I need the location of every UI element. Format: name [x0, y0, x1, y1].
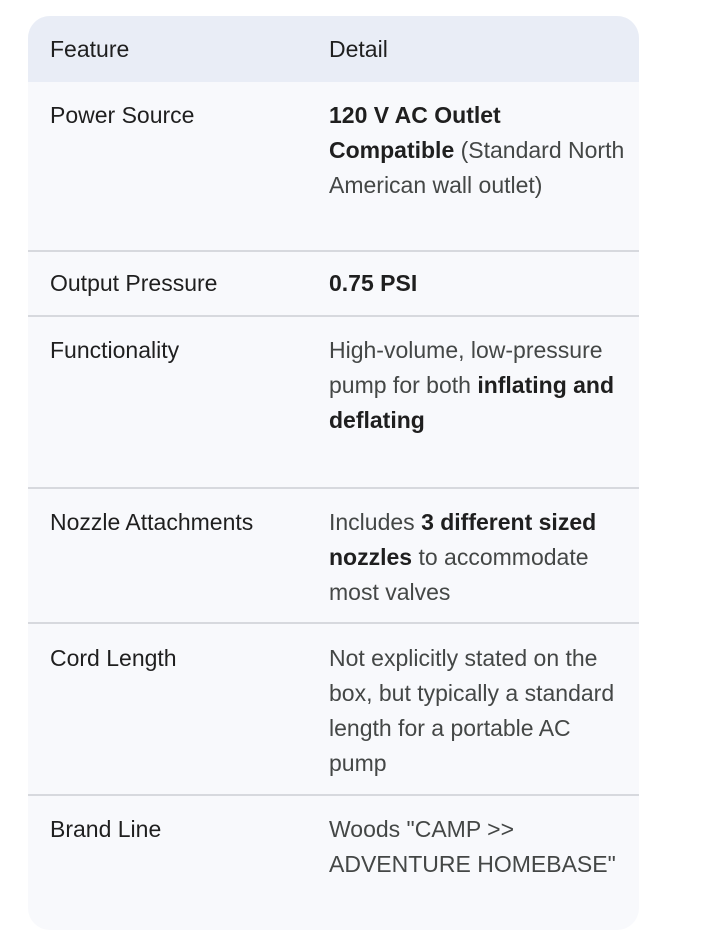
feature-cell: Power Source — [50, 102, 195, 128]
detail-text: Includes — [329, 509, 422, 535]
header-detail: Detail — [329, 35, 388, 62]
feature-cell: Cord Length — [50, 645, 177, 671]
detail-cell — [307, 812, 639, 882]
feature-cell: Brand Line — [50, 816, 162, 842]
table-row — [28, 252, 639, 317]
table-row — [28, 317, 639, 489]
table-row — [28, 489, 639, 624]
detail-text: to accommodate most valves — [329, 544, 589, 605]
table-row — [28, 82, 639, 252]
header-feature: Feature — [50, 35, 130, 62]
feature-cell: Nozzle Attachments — [50, 509, 254, 535]
detail-text-bold: 0.75 PSI — [329, 270, 418, 296]
detail-text-bold: 120 V AC Outlet Compatible — [329, 102, 501, 163]
detail-cell — [307, 505, 639, 610]
detail-cell — [307, 266, 639, 301]
detail-text-bold: 3 different sized nozzles — [329, 509, 597, 570]
detail-text-bold: inflating and deflating — [329, 372, 615, 433]
feature-table — [28, 16, 639, 930]
table-header-row — [28, 16, 639, 82]
detail-text: Woods "CAMP >> ADVENTURE HOMEBASE" — [329, 816, 616, 877]
detail-text: High-volume, low-pressure pump for both — [329, 337, 603, 398]
detail-cell — [307, 98, 639, 203]
detail-text: Not explicitly stated on the box, but typically a standard length for a portable AC pump — [329, 645, 615, 776]
table-row — [28, 796, 639, 930]
feature-cell: Functionality — [50, 337, 180, 363]
feature-cell: Output Pressure — [50, 270, 218, 296]
table-row — [28, 624, 639, 796]
detail-text: (Standard North American wall outlet) — [329, 137, 625, 198]
detail-cell — [307, 641, 639, 781]
detail-cell — [307, 333, 639, 438]
